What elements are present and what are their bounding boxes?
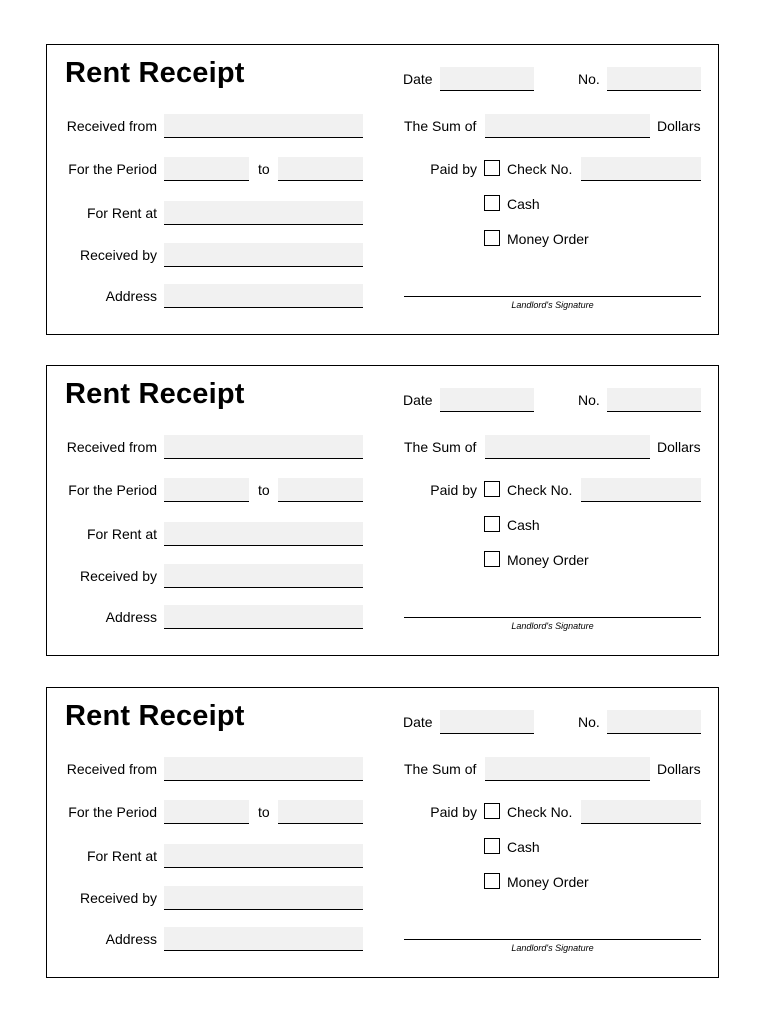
date-label: Date — [403, 714, 433, 730]
rent-receipt-3 — [46, 687, 719, 978]
sum-field[interactable] — [485, 757, 650, 781]
address-field[interactable] — [164, 605, 363, 629]
money-order-label: Money Order — [507, 874, 589, 890]
address-field[interactable] — [164, 927, 363, 951]
period-to-field[interactable] — [278, 478, 363, 502]
received-by-field[interactable] — [164, 886, 363, 910]
date-field[interactable] — [440, 710, 534, 734]
received-by-field[interactable] — [164, 243, 363, 267]
address-label: Address — [105, 931, 157, 947]
date-label: Date — [403, 392, 433, 408]
cash-label: Cash — [507, 517, 540, 533]
sum-of-label: The Sum of — [404, 118, 477, 134]
receipt-title: Rent Receipt — [65, 700, 245, 732]
received-from-field[interactable] — [164, 114, 363, 138]
no-field[interactable] — [607, 67, 701, 91]
no-label: No. — [578, 71, 600, 87]
period-from-field[interactable] — [164, 478, 249, 502]
signature-line[interactable] — [404, 296, 701, 297]
period-from-field[interactable] — [164, 800, 249, 824]
dollars-label: Dollars — [657, 761, 701, 777]
sum-of-label: The Sum of — [404, 439, 477, 455]
date-field[interactable] — [440, 67, 534, 91]
period-to-field[interactable] — [278, 157, 363, 181]
money-order-checkbox[interactable] — [484, 230, 500, 246]
rent-receipt-2 — [46, 365, 719, 656]
for-rent-at-label: For Rent at — [86, 526, 157, 542]
signature-label: Landlord's Signature — [511, 621, 594, 631]
no-label: No. — [578, 392, 600, 408]
dollars-label: Dollars — [657, 118, 701, 134]
received-by-label: Received by — [79, 247, 157, 263]
cash-label: Cash — [507, 196, 540, 212]
sum-field[interactable] — [485, 435, 650, 459]
check-no-field[interactable] — [581, 800, 701, 824]
no-field[interactable] — [607, 388, 701, 412]
signature-line[interactable] — [404, 939, 701, 940]
received-from-label: Received from — [66, 761, 157, 777]
for-rent-at-field[interactable] — [164, 201, 363, 225]
date-field[interactable] — [440, 388, 534, 412]
received-by-field[interactable] — [164, 564, 363, 588]
check-no-label: Check No. — [507, 161, 573, 177]
signature-label: Landlord's Signature — [511, 300, 594, 310]
for-the-period-label: For the Period — [68, 161, 157, 177]
for-the-period-label: For the Period — [68, 482, 157, 498]
for-the-period-label: For the Period — [68, 804, 157, 820]
check-no-label: Check No. — [507, 482, 573, 498]
no-field[interactable] — [607, 710, 701, 734]
check-checkbox[interactable] — [484, 481, 500, 497]
money-order-checkbox[interactable] — [484, 873, 500, 889]
receipt-title: Rent Receipt — [65, 57, 245, 89]
address-field[interactable] — [164, 284, 363, 308]
date-label: Date — [403, 71, 433, 87]
check-no-field[interactable] — [581, 157, 701, 181]
received-from-field[interactable] — [164, 757, 363, 781]
for-rent-at-label: For Rent at — [86, 205, 157, 221]
no-label: No. — [578, 714, 600, 730]
address-label: Address — [105, 609, 157, 625]
receipt-title: Rent Receipt — [65, 378, 245, 410]
check-checkbox[interactable] — [484, 160, 500, 176]
money-order-label: Money Order — [507, 231, 589, 247]
to-label: to — [258, 804, 270, 820]
address-label: Address — [105, 288, 157, 304]
rent-receipt-1 — [46, 44, 719, 335]
received-from-label: Received from — [66, 439, 157, 455]
money-order-label: Money Order — [507, 552, 589, 568]
cash-checkbox[interactable] — [484, 838, 500, 854]
received-by-label: Received by — [79, 568, 157, 584]
received-by-label: Received by — [79, 890, 157, 906]
to-label: to — [258, 161, 270, 177]
dollars-label: Dollars — [657, 439, 701, 455]
check-no-field[interactable] — [581, 478, 701, 502]
for-rent-at-field[interactable] — [164, 522, 363, 546]
sum-of-label: The Sum of — [404, 761, 477, 777]
paid-by-label: Paid by — [430, 161, 477, 177]
sum-field[interactable] — [485, 114, 650, 138]
paid-by-label: Paid by — [430, 482, 477, 498]
signature-label: Landlord's Signature — [511, 943, 594, 953]
check-no-label: Check No. — [507, 804, 573, 820]
cash-checkbox[interactable] — [484, 195, 500, 211]
cash-checkbox[interactable] — [484, 516, 500, 532]
for-rent-at-field[interactable] — [164, 844, 363, 868]
money-order-checkbox[interactable] — [484, 551, 500, 567]
cash-label: Cash — [507, 839, 540, 855]
received-from-field[interactable] — [164, 435, 363, 459]
period-from-field[interactable] — [164, 157, 249, 181]
check-checkbox[interactable] — [484, 803, 500, 819]
received-from-label: Received from — [66, 118, 157, 134]
period-to-field[interactable] — [278, 800, 363, 824]
for-rent-at-label: For Rent at — [86, 848, 157, 864]
paid-by-label: Paid by — [430, 804, 477, 820]
to-label: to — [258, 482, 270, 498]
signature-line[interactable] — [404, 617, 701, 618]
